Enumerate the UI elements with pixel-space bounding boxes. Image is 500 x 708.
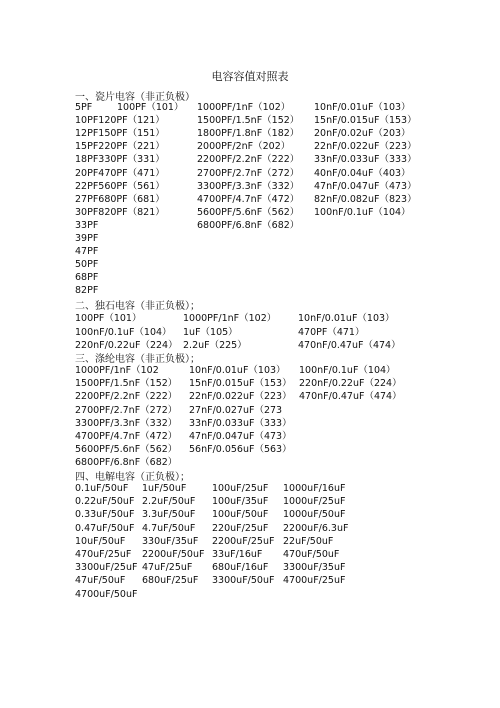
capacitor-value: 2.2uF（225）	[183, 340, 247, 351]
table-row	[0, 114, 500, 127]
table-row	[0, 284, 500, 297]
capacitor-value: 100nF/0.1uF（104）	[75, 326, 172, 338]
capacitor-value: 50PF	[75, 259, 99, 271]
capacitor-value: 1000PF/1nF（102）	[197, 102, 291, 113]
capacitor-value: 2700PF/2.7nF（272）	[197, 167, 300, 179]
capacitor-value: 10uF/50uF	[75, 535, 126, 547]
capacitor-value: 12PF150PF（151）	[75, 128, 165, 140]
table-row	[0, 312, 500, 325]
capacitor-value: 20PF470PF（471）	[75, 167, 165, 179]
capacitor-value: 3300uF/50uF	[212, 575, 275, 587]
table-row	[0, 535, 500, 548]
table-row	[0, 127, 500, 140]
capacitor-value: 330uF/35uF	[142, 535, 199, 547]
capacitor-value: 0.33uF/50uF	[75, 509, 135, 521]
capacitor-value: 1800PF/1.8nF（182）	[197, 128, 300, 140]
capacitor-value: 100uF/25uF	[212, 483, 269, 494]
capacitor-value: 33nF/0.033uF（333）	[189, 417, 292, 429]
capacitor-value: 82nF/0.082uF（823）	[314, 193, 417, 205]
capacitor-value: 220nF/0.22uF（224）	[75, 340, 178, 351]
capacitor-value: 10nF/0.01uF（103）	[189, 365, 286, 376]
capacitor-value: 1500PF/1.5nF（152）	[75, 378, 178, 390]
table-row	[0, 548, 500, 561]
table-row	[0, 271, 500, 284]
capacitor-value: 0.22uF/50uF	[75, 496, 135, 508]
table-row	[0, 508, 500, 521]
capacitor-value: 100uF/35uF	[212, 496, 269, 508]
capacitor-value: 2200uF/50uF	[142, 549, 205, 560]
capacitor-value: 2200uF/25uF	[212, 535, 275, 547]
table-row	[0, 206, 500, 219]
capacitor-value: 47PF	[75, 246, 99, 258]
table-row	[0, 404, 500, 417]
capacitor-value: 3300PF/3.3nF（332）	[75, 417, 178, 429]
capacitor-value: 5PF	[75, 102, 93, 113]
table-row	[0, 377, 500, 390]
capacitor-value: 39PF	[75, 233, 99, 244]
capacitor-value: 5600PF/5.6nF（562）	[197, 206, 300, 218]
capacitor-value: 100nF/0.1uF（104）	[314, 206, 411, 218]
capacitor-value: 10PF120PF（121）	[75, 115, 165, 127]
table-row	[0, 522, 500, 535]
capacitor-value: 22nF/0.022uF（223）	[314, 141, 417, 153]
capacitor-value: 56nF/0.056uF（563）	[189, 444, 292, 456]
table-row	[0, 101, 500, 114]
capacitor-value: 100uF/50uF	[212, 509, 269, 521]
section-heading: 二、独石电容（非正负极）；	[75, 301, 200, 312]
table-row	[0, 417, 500, 430]
capacitor-value: 470nF/0.47uF（474）	[298, 340, 401, 351]
table-row	[0, 430, 500, 443]
table-row	[0, 193, 500, 206]
capacitor-value: 82PF	[75, 285, 99, 297]
capacitor-value: 680uF/16uF	[212, 562, 269, 574]
capacitor-value: 15nF/0.015uF（153）	[189, 378, 292, 390]
capacitor-value: 47uF/25uF	[142, 562, 193, 574]
section-heading: 四、电解电容（正负极）；	[75, 472, 190, 483]
capacitor-value: 0.1uF/50uF	[75, 483, 129, 494]
capacitor-value: 2200uF/6.3uF	[283, 522, 349, 534]
capacitor-value: 10nF/0.01uF（103）	[298, 313, 395, 324]
capacitor-value: 47nF/0.047uF（473）	[189, 431, 292, 442]
capacitor-value: 15nF/0.015uF（153）	[314, 115, 417, 127]
capacitor-value: 2200PF/2.2nF（222）	[197, 154, 300, 166]
capacitor-value: 4700uF/50uF	[75, 588, 138, 600]
capacitor-value: 33PF	[75, 219, 99, 231]
capacitor-value: 47nF/0.047uF（473）	[314, 180, 417, 192]
capacitor-value: 6800PF/6.8nF（682）	[75, 457, 178, 469]
capacitor-value: 1000uF/50uF	[283, 509, 346, 521]
capacitor-value: 1500PF/1.5nF（152）	[197, 115, 300, 127]
table-row	[0, 167, 500, 180]
table-row	[0, 364, 500, 377]
capacitor-value: 220nF/0.22uF（224）	[299, 378, 402, 390]
table-row	[0, 245, 500, 258]
document-title: 电容容值对照表	[211, 70, 289, 83]
capacitor-value: 5600PF/5.6nF（562）	[75, 444, 178, 456]
table-row	[0, 258, 500, 271]
capacitor-value: 4700PF/4.7nF（472）	[197, 193, 300, 205]
capacitor-value: 33nF/0.033uF（333）	[314, 154, 417, 166]
capacitor-value: 15PF220PF（221）	[75, 141, 165, 153]
table-row	[0, 219, 500, 232]
section-heading: 一、瓷片电容（非正负极）	[75, 92, 195, 103]
capacitor-value: 1000uF/16uF	[283, 483, 346, 494]
capacitor-value: 18PF330PF（331）	[75, 154, 165, 166]
capacitor-value: 1uF/50uF	[142, 483, 187, 494]
capacitor-value: 2700PF/2.7nF（272）	[75, 404, 178, 416]
capacitor-value: 100PF（101）	[117, 102, 184, 113]
capacitor-value: 1000PF/1nF（102）	[183, 313, 277, 324]
capacitor-value: 6800PF/6.8nF（682）	[197, 219, 300, 231]
capacitor-value: 4700PF/4.7nF（472）	[75, 431, 178, 442]
capacitor-value: 3.3uF/50uF	[142, 509, 196, 521]
capacitor-value: 3300uF/25uF	[75, 562, 138, 574]
capacitor-value: 100PF（101）	[75, 313, 142, 324]
capacitor-value: 4700uF/25uF	[283, 575, 346, 587]
capacitor-value: 22nF/0.022uF（223）	[189, 391, 292, 403]
table-row	[0, 588, 500, 601]
capacitor-value: 220uF/25uF	[212, 522, 269, 534]
capacitor-value: 470uF/50uF	[283, 549, 340, 560]
capacitor-value: 10nF/0.01uF（103）	[314, 102, 411, 113]
capacitor-value: 2000PF/2nF（202）	[197, 141, 291, 153]
capacitor-value: 3300PF/3.3nF（332）	[197, 180, 300, 192]
capacitor-value: 27PF680PF（681）	[75, 193, 165, 205]
capacitor-value: 0.47uF/50uF	[75, 522, 135, 534]
table-row	[0, 443, 500, 456]
capacitor-value: 470PF（471）	[298, 326, 365, 338]
capacitor-value: 40nF/0.04uF（403）	[314, 167, 411, 179]
capacitor-value: 4.7uF/50uF	[142, 522, 196, 534]
capacitor-value: 1000PF/1nF（102	[75, 365, 159, 376]
capacitor-value: 680uF/25uF	[142, 575, 199, 587]
capacitor-value: 2.2uF/50uF	[142, 496, 196, 508]
capacitor-value: 27nF/0.027uF（273	[189, 404, 283, 416]
table-row	[0, 140, 500, 153]
capacitor-value: 1000uF/25uF	[283, 496, 346, 508]
table-row	[0, 574, 500, 587]
capacitor-value: 1uF（105）	[183, 326, 238, 338]
capacitor-value: 20nF/0.02uF（203）	[314, 128, 411, 140]
section-heading: 三、涤纶电容（非正负极）；	[75, 354, 200, 365]
capacitor-value: 47uF/50uF	[75, 575, 126, 587]
table-row	[0, 232, 500, 245]
table-row	[0, 482, 500, 495]
table-row	[0, 326, 500, 339]
table-row	[0, 153, 500, 166]
capacitor-value: 3300uF/35uF	[283, 562, 346, 574]
capacitor-value: 22uF/50uF	[283, 535, 334, 547]
capacitor-value: 100nF/0.1uF（104）	[299, 365, 396, 376]
table-row	[0, 561, 500, 574]
table-row	[0, 180, 500, 193]
table-row	[0, 495, 500, 508]
capacitor-value: 22PF560PF（561）	[75, 180, 165, 192]
table-row	[0, 390, 500, 403]
capacitor-value: 68PF	[75, 272, 99, 284]
capacitor-value: 470nF/0.47uF（474）	[299, 391, 402, 403]
capacitor-value: 33uF/16uF	[212, 549, 263, 560]
capacitor-value: 470uF/25uF	[75, 549, 132, 560]
capacitor-value: 30PF820PF（821）	[75, 206, 165, 218]
capacitor-value: 2200PF/2.2nF（222）	[75, 391, 178, 403]
